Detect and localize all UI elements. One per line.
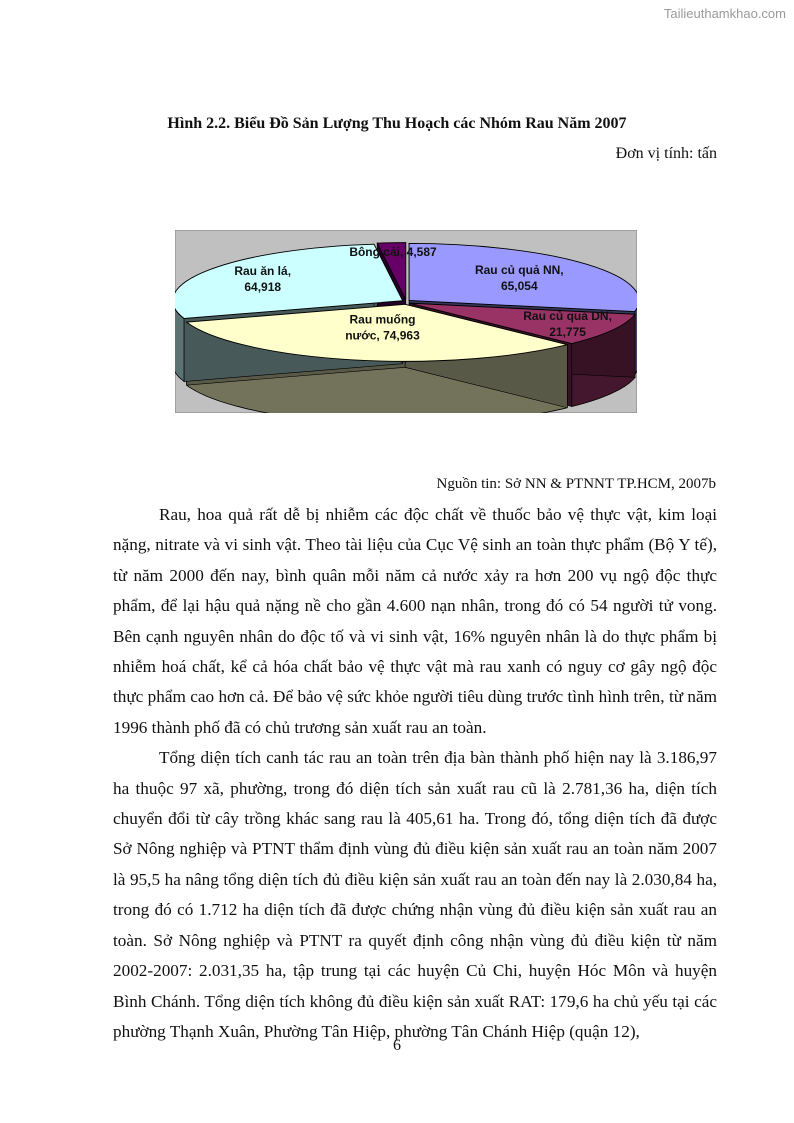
paragraph: Tổng diện tích canh tác rau an toàn trên địa bàn thành phố hiện nay là 3.186,97 ha thuộc 97 xã, phường, trong đó diện tích sản xuất rau cũ là 2.781,36 ha, diện tích chuyển đổi từ cây trồng khác sang rau là 405,61 ha. Trong đó, tổng diện tích đã được Sở Nông nghiệp và PTNT thẩm định vùng đủ điều kiện sản xuất rau an toàn năm 2007 là 95,5 ha nâng tổng diện tích đủ điều kiện sản xuất rau an toàn đến nay là 2.030,84 ha, trong đó có 1.712 ha diện tích đã được chứng nhận vùng đủ điều kiện sản xuất rau an toàn. Sở Nông nghiệp và PTNT ra quyết định công nhận vùng đủ điều kiện từ năm 2002-2007: 2.031,35 ha, tập trung tại các huyện Củ Chi, huyện Hóc Môn và huyện Bình Chánh. Tổng diện tích không đủ điều kiện sản xuất RAT: 179,6 ha chủ yếu tại các phường Thạnh Xuân, Phường Tân Hiệp, phường Tân Chánh Hiệp (quận 12), xyxy=(113,748,717,1041)
unit-label: Đơn vị tính: tấn xyxy=(615,145,717,162)
pie-slice-label-line: 21,775 xyxy=(549,325,586,340)
pie-chart-svg xyxy=(175,230,637,413)
figure-title: Hình 2.2. Biểu Đồ Sản Lượng Thu Hoạch các Nhóm Rau Năm 2007 xyxy=(167,115,627,132)
pie-slice-label-line: nước, 74,963 xyxy=(345,328,420,343)
pie-slice-label-line: Rau muống xyxy=(349,312,416,327)
source-note: Nguồn tin: Sở NN & PTNNT TP.HCM, 2007b xyxy=(436,476,716,492)
pie-slice-label-line: Rau củ quả DN, xyxy=(523,309,612,324)
pie-slice-label xyxy=(349,245,437,259)
watermark: Tailieuthamkhao.com xyxy=(663,6,786,21)
pie-chart xyxy=(175,230,637,413)
paragraph: Rau, hoa quả rất dễ bị nhiễm các độc chất về thuốc bảo vệ thực vật, kim loại nặng, nitrate và vi sinh vật. Theo tài liệu của Cục Vệ sinh an toàn thực phẩm (Bộ Y tế), từ năm 2000 đến nay, bình quân mỗi năm cả nước xảy ra hơn 200 vụ ngộ độc thực phẩm, để lại hậu quả nặng nề cho gần 4.600 nạn nhân, trong đó có 54 người tử vong. Bên cạnh nguyên nhân do độc tố và vi sinh vật, 16% nguyên nhân là do thực phẩm bị nhiễm hoá chất, kể cả hóa chất bảo vệ thực vật mà rau xanh có nguy cơ gây ngộ độc thực phẩm cao hơn cả. Để bảo vệ sức khỏe người tiêu dùng trước tình hình trên, từ năm 1996 thành phố đã có chủ trương sản xuất rau an toàn. xyxy=(113,505,717,737)
page-number: 6 xyxy=(393,1037,401,1054)
pie-slice-label-line: Rau ăn lá, xyxy=(234,263,292,278)
body-text xyxy=(113,500,717,1047)
pie-slice-label-line: Rau củ quả NN, xyxy=(474,263,564,278)
pie-slice-label-line: 65,054 xyxy=(500,279,538,294)
pie-slice-label-line: 64,918 xyxy=(244,279,282,294)
pie-slice-label-line: Bông cải, 4,587 xyxy=(349,245,437,259)
